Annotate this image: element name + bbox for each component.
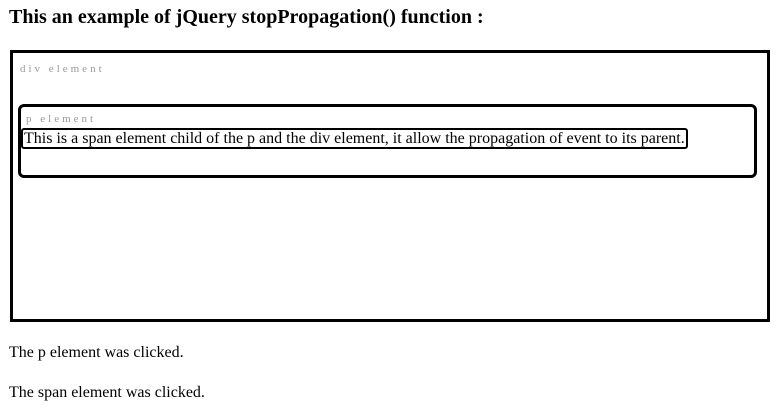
outer-div-caption: div element	[20, 63, 105, 75]
result-message-span: The span element was clicked.	[9, 384, 205, 401]
span-element[interactable]: This is a span element child of the p and the div element, it allow the propagation of event to its parent.	[21, 128, 688, 149]
paragraph-caption: p element	[26, 113, 97, 125]
page-heading: This an example of jQuery stopPropagation() function :	[9, 6, 484, 28]
outer-div-container[interactable]	[10, 50, 770, 322]
result-message-p: The p element was clicked.	[9, 344, 184, 361]
span-wrapper	[21, 129, 749, 149]
